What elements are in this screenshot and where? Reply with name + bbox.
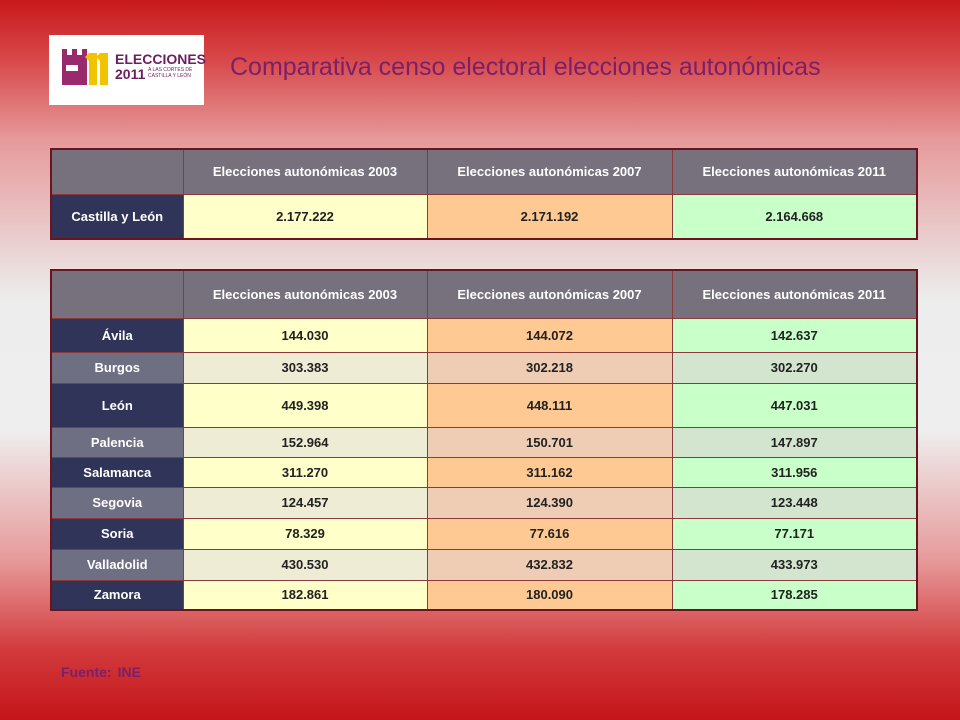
table-row bbox=[51, 383, 917, 427]
summary-value-2011: 2.164.668 bbox=[672, 194, 917, 239]
province-value-2003: 152.964 bbox=[183, 427, 427, 457]
province-name: Zamora bbox=[51, 580, 183, 610]
province-value-2007: 432.832 bbox=[427, 549, 672, 580]
province-value-2011: 178.285 bbox=[672, 580, 917, 610]
province-value-2007: 124.390 bbox=[427, 487, 672, 518]
summary-col-2011: Elecciones autonómicas 2011 bbox=[672, 149, 917, 194]
province-value-2011: 77.171 bbox=[672, 518, 917, 549]
table-row bbox=[51, 518, 917, 549]
table-row bbox=[51, 427, 917, 457]
table-row bbox=[51, 318, 917, 352]
province-value-2003: 430.530 bbox=[183, 549, 427, 580]
table-row bbox=[51, 487, 917, 518]
summary-value-2007: 2.171.192 bbox=[427, 194, 672, 239]
provinces-corner-cell bbox=[51, 270, 183, 318]
province-value-2007: 448.111 bbox=[427, 383, 672, 427]
summary-col-2007: Elecciones autonómicas 2007 bbox=[427, 149, 672, 194]
province-name: Palencia bbox=[51, 427, 183, 457]
province-value-2003: 449.398 bbox=[183, 383, 427, 427]
table-row bbox=[51, 352, 917, 383]
table-row bbox=[51, 549, 917, 580]
province-value-2003: 303.383 bbox=[183, 352, 427, 383]
province-name: Valladolid bbox=[51, 549, 183, 580]
summary-row bbox=[51, 194, 917, 239]
logo-year: 2011 bbox=[115, 66, 146, 82]
province-value-2011: 147.897 bbox=[672, 427, 917, 457]
logo-subtitle: A LAS CORTES DE CASTILLA Y LEÓN bbox=[148, 67, 193, 79]
table-row bbox=[51, 580, 917, 610]
provinces-col-2011: Elecciones autonómicas 2011 bbox=[672, 270, 917, 318]
province-name: Burgos bbox=[51, 352, 183, 383]
province-value-2003: 124.457 bbox=[183, 487, 427, 518]
province-name: León bbox=[51, 383, 183, 427]
source-value: INE bbox=[117, 664, 141, 680]
page-title: Comparativa censo electoral elecciones autonómicas bbox=[230, 53, 821, 81]
province-value-2003: 78.329 bbox=[183, 518, 427, 549]
provinces-col-2003: Elecciones autonómicas 2003 bbox=[183, 270, 427, 318]
provinces-table bbox=[50, 269, 918, 611]
province-value-2007: 144.072 bbox=[427, 318, 672, 352]
province-value-2011: 142.637 bbox=[672, 318, 917, 352]
source-label: Fuente: bbox=[61, 664, 112, 680]
province-value-2007: 180.090 bbox=[427, 580, 672, 610]
province-value-2003: 182.861 bbox=[183, 580, 427, 610]
elecciones-2011-logo bbox=[49, 35, 207, 105]
province-value-2007: 150.701 bbox=[427, 427, 672, 457]
province-value-2011: 433.973 bbox=[672, 549, 917, 580]
summary-value-2003: 2.177.222 bbox=[183, 194, 427, 239]
province-value-2011: 123.448 bbox=[672, 487, 917, 518]
summary-corner-cell bbox=[51, 149, 183, 194]
summary-region-label: Castilla y León bbox=[51, 194, 183, 239]
summary-col-2003: Elecciones autonómicas 2003 bbox=[183, 149, 427, 194]
province-name: Soria bbox=[51, 518, 183, 549]
table-row bbox=[51, 457, 917, 487]
province-name: Ávila bbox=[51, 318, 183, 352]
province-value-2007: 77.616 bbox=[427, 518, 672, 549]
summary-header-row bbox=[51, 149, 917, 194]
province-name: Segovia bbox=[51, 487, 183, 518]
provinces-col-2007: Elecciones autonómicas 2007 bbox=[427, 270, 672, 318]
province-value-2011: 311.956 bbox=[672, 457, 917, 487]
province-value-2003: 311.270 bbox=[183, 457, 427, 487]
province-name: Salamanca bbox=[51, 457, 183, 487]
province-value-2011: 302.270 bbox=[672, 352, 917, 383]
provinces-header-row bbox=[51, 270, 917, 318]
logo-word: ELECCIONES bbox=[115, 51, 207, 67]
province-value-2011: 447.031 bbox=[672, 383, 917, 427]
province-value-2003: 144.030 bbox=[183, 318, 427, 352]
source-note bbox=[61, 664, 147, 680]
province-value-2007: 302.218 bbox=[427, 352, 672, 383]
province-value-2007: 311.162 bbox=[427, 457, 672, 487]
summary-table bbox=[50, 148, 918, 240]
